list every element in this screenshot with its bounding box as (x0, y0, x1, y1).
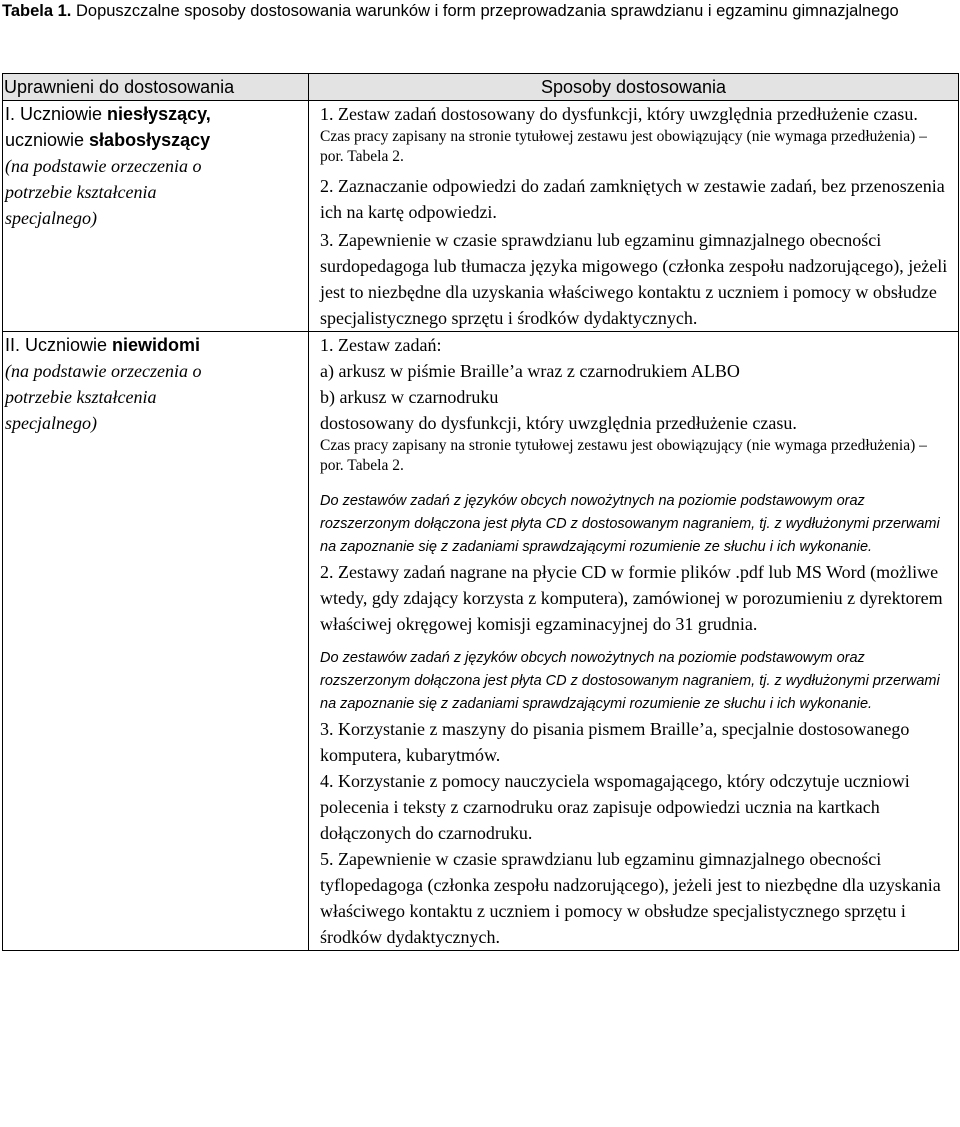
blind-item-1-b: b) arkusz w czarnodruku (320, 387, 499, 407)
blind-group-label (5, 332, 308, 358)
deaf-item-3: 3. Zapewnienie w czasie sprawdzianu lub egzaminu gimnazjalnego obecności surdopedagoga lub tłumacza języka migowego (członka zespołu nadzorującego), jeżeli jest to niezbędne dla uzyskania właściwego kontaktu z uczniem i pomocy w obsłudze specjalistycznego sprzętu i środków dydaktycznych. (320, 230, 948, 328)
blind-item-1-a: a) arkusz w piśmie Braille’a wraz z czarnodrukiem ALBO (320, 361, 740, 381)
blind-item-1-note: Czas pracy zapisany na stronie tytułowej zestawu jest obowiązujący (nie wymaga przedłużenia) – por. Tabela 2. (320, 437, 927, 474)
blind-label-bold: niewidomi (112, 335, 201, 355)
blind-cd-note-1: Do zestawów zadań z języków obcych nowożytnych na poziomie podstawowym oraz rozszerzonym dołączona jest płyta CD z dostosowanym nagraniem, tj. z wydłużonymi przerwami na zapoznanie się z zadaniami sprawdzającymi rozumienie ze słuchu i ich wykonanie. (320, 493, 940, 555)
cell-blind-methods (309, 332, 959, 951)
deaf-item-1: 1. Zestaw zadań dostosowany do dysfunkcji, który uwzględnia przedłużenie czasu. (320, 104, 918, 124)
table-row-deaf (3, 101, 959, 332)
table-header-row (3, 74, 959, 101)
blind-group-note: (na podstawie orzeczenia o potrzebie kształcenia specjalnego) (5, 361, 202, 433)
cell-deaf-methods (309, 101, 959, 332)
blind-item-1-title: 1. Zestaw zadań: (320, 335, 442, 355)
adaptations-table (2, 73, 959, 951)
cell-deaf-group (3, 101, 309, 332)
deaf-group-note: (na podstawie orzeczenia o potrzebie kształcenia specjalnego) (5, 156, 202, 228)
blind-cd-note-2: Do zestawów zadań z języków obcych nowożytnych na poziomie podstawowym oraz rozszerzonym dołączona jest płyta CD z dostosowanym nagraniem, tj. z wydłużonymi przerwami na zapoznanie się z zadaniami sprawdzającymi rozumienie ze słuchu i ich wykonanie. (320, 650, 940, 712)
deaf-item-1-note: Czas pracy zapisany na stronie tytułowej zestawu jest obowiązujący (nie wymaga przedłużenia) – por. Tabela 2. (320, 128, 927, 165)
deaf-label-prefix: I. Uczniowie (5, 104, 108, 124)
table-row-blind (3, 332, 959, 951)
cell-blind-group (3, 332, 309, 951)
blind-item-2: 2. Zestawy zadań nagrane na płycie CD w formie plików .pdf lub MS Word (możliwe wtedy, gdy zdający korzysta z komputera), zamówionej w porozumieniu z dyrektorem właściwej okręgowej komisji egzaminacyjnej do 31 grudnia. (320, 562, 943, 634)
deaf-group-label (5, 101, 308, 153)
hard-of-hearing-prefix: uczniowie (5, 130, 90, 150)
blind-item-5: 5. Zapewnienie w czasie sprawdzianu lub egzaminu gimnazjalnego obecności tyflopedagoga (członka zespołu nadzorującego), jeżeli jest to niezbędne dla uzyskania właściwego kontaktu z uczniem i pomocy w obsłudze specjalistycznego sprzętu i środków dydaktycznych. (320, 849, 941, 947)
deaf-label-bold: niesłyszący, (107, 104, 211, 124)
header-methods: Sposoby dostosowania (309, 74, 959, 101)
caption-text: Dopuszczalne sposoby dostosowania warunków i form przeprowadzania sprawdzianu i egzaminu gimnazjalnego (71, 2, 899, 20)
blind-item-1-c: dostosowany do dysfunkcji, który uwzględnia przedłużenie czasu. (320, 413, 797, 433)
header-eligible: Uprawnieni do dostosowania (3, 74, 309, 101)
hard-of-hearing-bold: słabosłyszący (89, 130, 211, 150)
blind-label-prefix: II. Uczniowie (5, 335, 113, 355)
caption-label: Tabela 1. (2, 2, 72, 20)
blind-item-3: 3. Korzystanie z maszyny do pisania pismem Braille’a, specjalnie dostosowanego komputera, kubarytmów. (320, 719, 910, 765)
blind-item-4: 4. Korzystanie z pomocy nauczyciela wspomagającego, który odczytuje uczniowi polecenia i teksty z czarnodruku oraz zapisuje odpowiedzi ucznia na kartkach dołączonych do czarnodruku. (320, 771, 910, 843)
table-caption (2, 0, 958, 22)
deaf-item-2: 2. Zaznaczanie odpowiedzi do zadań zamkniętych w zestawie zadań, bez przenoszenia ich na kartę odpowiedzi. (320, 176, 945, 222)
